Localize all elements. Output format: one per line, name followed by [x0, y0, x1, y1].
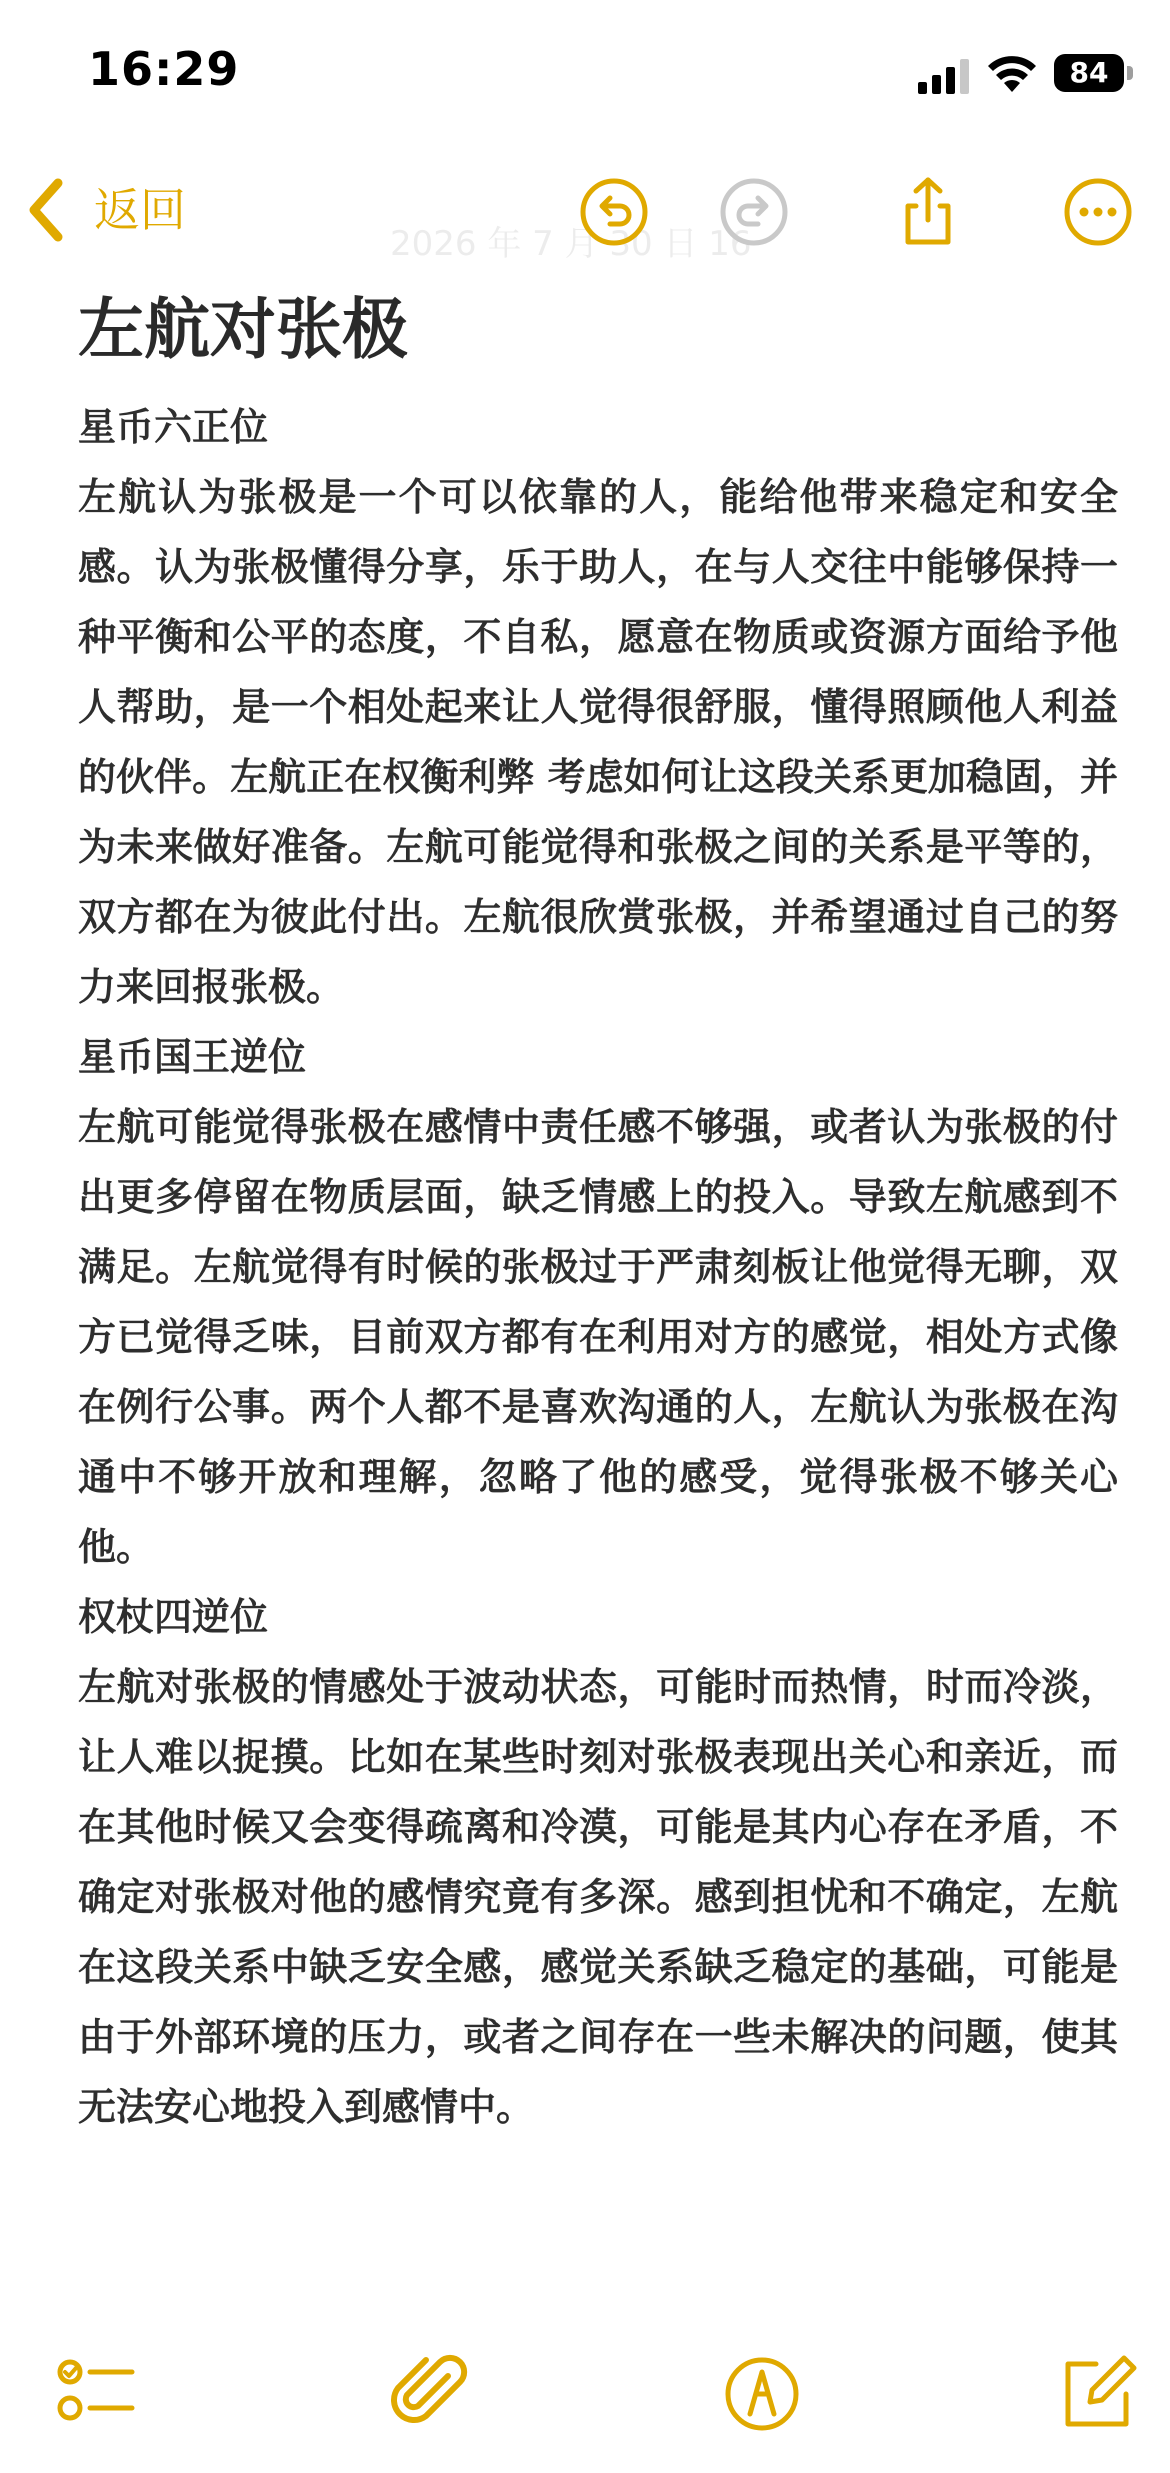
wifi-icon: [986, 52, 1038, 94]
nav-bar: [0, 150, 1170, 270]
bottom-toolbar: [0, 2350, 1170, 2440]
note-body[interactable]: [78, 282, 1118, 2142]
share-icon: [892, 176, 964, 248]
status-time: 16:29: [88, 42, 240, 96]
markup-button[interactable]: [720, 2350, 804, 2434]
section-body: 左航对张极的情感处于波动状态，可能时而热情，时而冷淡，让人难以捉摸。比如在某些时刻对张极表现出关心和亲近，而在其他时候又会变得疏离和冷漠，可能是其内心存在矛盾，不确定对张极对他的感情究竟有多深。感到担忧和不确定，左航在这段关系中缺乏安全感，感觉关系缺乏稳定的基础，可能是由于外部环境的压力，或者之间存在一些未解决的问题，使其无法安心地投入到感情中。: [78, 1665, 1118, 2129]
note-date-ghost: 2026 年 7 月 30 日 16: [390, 224, 752, 264]
chevron-left-icon: [24, 177, 68, 243]
section-body: 左航可能觉得张极在感情中责任感不够强，或者认为张极的付出更多停留在物质层面，缺乏情感上的投入。导致左航感到不满足。左航觉得有时候的张极过于严肃刻板让他觉得无聊，双方已觉得乏味，目前双方都有在利用对方的感觉，相处方式像在例行公事。两个人都不是喜欢沟通的人，左航认为张极在沟通中不够开放和理解，忽略了他的感受，觉得张极不够关心他。: [78, 1105, 1118, 1569]
checklist-button[interactable]: [52, 2350, 136, 2434]
redo-button[interactable]: [718, 176, 790, 248]
attachment-button[interactable]: [388, 2350, 472, 2434]
compose-button[interactable]: [1056, 2350, 1140, 2434]
status-bar: [0, 0, 1170, 130]
note-title: 左航对张极: [78, 291, 408, 368]
more-button[interactable]: [1062, 176, 1134, 248]
battery-cap: [1127, 66, 1133, 80]
battery-level: 84: [1069, 56, 1109, 89]
back-label: 返回: [94, 183, 186, 237]
attachment-icon: [388, 2350, 472, 2434]
battery-icon: [1054, 54, 1132, 92]
undo-button[interactable]: [578, 176, 650, 248]
section-body: 左航认为张极是一个可以依靠的人，能给他带来稳定和安全感。认为张极懂得分享，乐于助人，在与人交往中能够保持一种平衡和公平的态度，不自私，愿意在物质或资源方面给予他人帮助，是一个相处起来让人觉得很舒服，懂得照顾他人利益的伙伴。左航正在权衡利弊 考虑如何让这段关系更加稳固，并为未来做好准备。左航可能觉得和张极之间的关系是平等的，双方都在为彼此付出。左航很欣赏张极，并希望通过自己的努力来回报张极。: [78, 475, 1118, 1009]
section-heading: 星币国王逆位: [78, 1035, 307, 1079]
section-heading: 星币六正位: [78, 405, 269, 449]
undo-icon: [578, 176, 650, 248]
markup-icon: [720, 2350, 804, 2434]
checklist-icon: [52, 2350, 136, 2434]
more-icon: [1062, 176, 1134, 248]
redo-icon: [718, 176, 790, 248]
share-button[interactable]: [892, 176, 964, 248]
battery-body: [1054, 54, 1124, 92]
compose-icon: [1056, 2350, 1140, 2434]
back-button[interactable]: [24, 172, 186, 248]
section-heading: 权杖四逆位: [78, 1595, 269, 1639]
signal-icon: [918, 58, 970, 94]
